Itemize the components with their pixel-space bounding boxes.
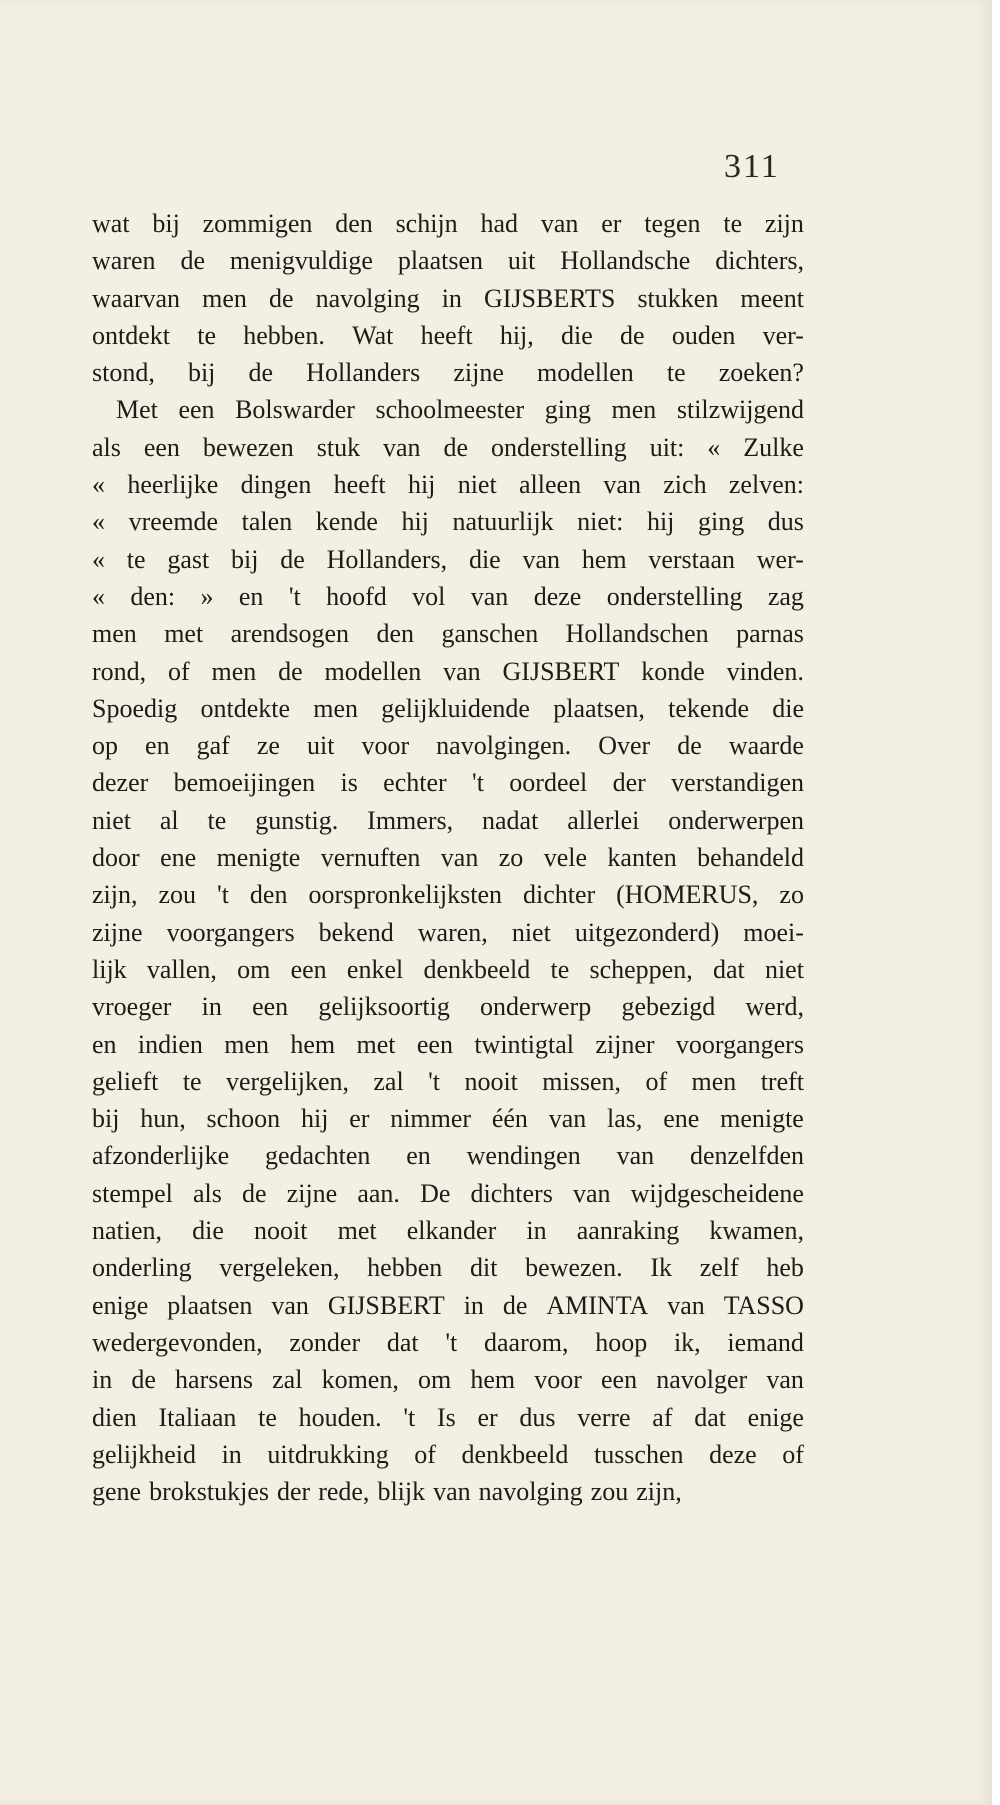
- text-line: zijn, zou 't den oorspronkelijksten dichter (HOMERUS, zo: [92, 880, 804, 910]
- text-line: ontdekt te hebben. Wat heeft hij, die de ouden ver-: [92, 320, 804, 350]
- text-line: dezer bemoeijingen is echter 't oordeel der verstandigen: [92, 768, 804, 798]
- text-line: lijk vallen, om een enkel denkbeeld te scheppen, dat niet: [92, 954, 804, 984]
- text-line: als een bewezen stuk van de onderstelling uit: « Zulke: [92, 432, 804, 462]
- text-line: gene brokstukjes der rede, blijk van navolging zou zijn,: [92, 1477, 682, 1507]
- text-line: en indien men hem met een twintigtal zijner voorgangers: [92, 1029, 804, 1059]
- text-line: natien, die nooit met elkander in aanraking kwamen,: [92, 1216, 804, 1246]
- text-line: afzonderlijke gedachten en wendingen van denzelfden: [92, 1141, 804, 1171]
- text-line: wat bij zommigen den schijn had van er tegen te zijn: [92, 209, 804, 238]
- text-line: op en gaf ze uit voor navolgingen. Over de waarde: [92, 731, 804, 761]
- text-line: « heerlijke dingen heeft hij niet alleen van zich zelven:: [92, 470, 804, 500]
- text-line: bij hun, schoon hij er nimmer één van las, ene menigte: [92, 1104, 804, 1134]
- text-line: dien Italiaan te houden. 't Is er dus verre af dat enige: [92, 1402, 804, 1432]
- text-line: Met een Bolswarder schoolmeester ging men stilzwijgend: [116, 395, 804, 425]
- text-line: « vreemde talen kende hij natuurlijk niet: hij ging dus: [92, 507, 804, 537]
- text-line: onderling vergeleken, hebben dit bewezen. Ik zelf heb: [92, 1253, 804, 1283]
- text-line: door ene menigte vernuften van zo vele kanten behandeld: [92, 843, 804, 873]
- text-line: rond, of men de modellen van GIJSBERT konde vinden.: [92, 656, 804, 686]
- text-line: « te gast bij de Hollanders, die van hem verstaan wer-: [92, 544, 804, 574]
- text-line: waarvan men de navolging in GIJSBERTS stukken meent: [92, 283, 804, 313]
- text-line: wedergevonden, zonder dat 't daarom, hoop ik, iemand: [92, 1327, 804, 1357]
- text-line: gelieft te vergelijken, zal 't nooit missen, of men treft: [92, 1066, 804, 1096]
- text-line: vroeger in een gelijksoortig onderwerp gebezigd werd,: [92, 992, 804, 1022]
- text-line: in de harsens zal komen, om hem voor een navolger van: [92, 1365, 804, 1395]
- text-line: Spoedig ontdekte men gelijkluidende plaatsen, tekende die: [92, 693, 804, 723]
- page-number: 311: [724, 148, 780, 185]
- body-text: [92, 205, 804, 1510]
- text-line: stempel als de zijne aan. De dichters van wijdgescheidene: [92, 1178, 804, 1208]
- text-line: zijne voorgangers bekend waren, niet uitgezonderd) moei-: [92, 917, 804, 947]
- text-line: stond, bij de Hollanders zijne modellen te zoeken?: [92, 358, 804, 388]
- text-line: enige plaatsen van GIJSBERT in de AMINTA van TASSO: [92, 1290, 804, 1320]
- text-line: waren de menigvuldige plaatsen uit Hollandsche dichters,: [92, 246, 804, 276]
- text-line: « den: » en 't hoofd vol van deze onderstelling zag: [92, 581, 804, 611]
- text-line: gelijkheid in uitdrukking of denkbeeld tusschen deze of: [92, 1439, 804, 1469]
- text-line: niet al te gunstig. Immers, nadat allerlei onderwerpen: [92, 805, 804, 835]
- text-line: men met arendsogen den ganschen Hollandschen parnas: [92, 619, 804, 649]
